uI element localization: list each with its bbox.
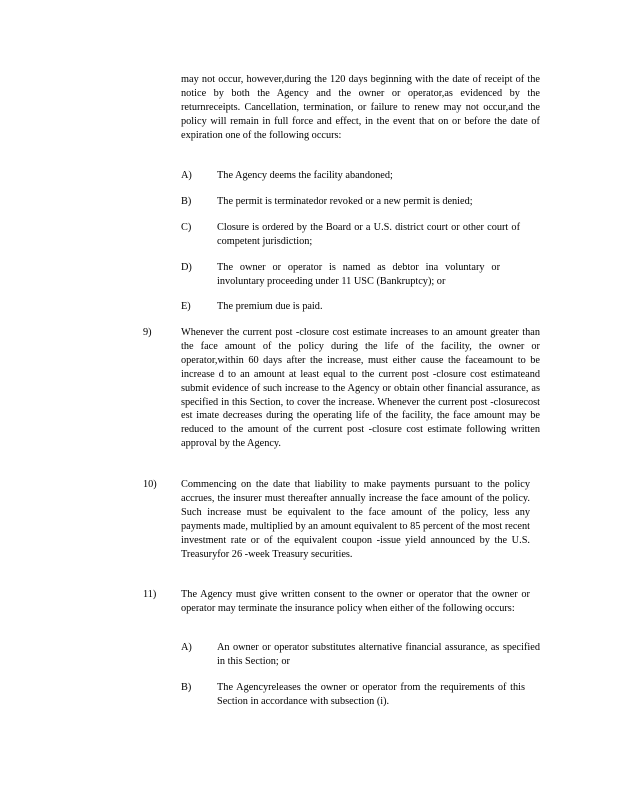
section-number: 11) xyxy=(143,589,157,600)
intro-paragraph: may not occur, however,during the 120 days beginning with the date of receipt of the notice by both the Agency and the owner or operator,as evidenced by the returnreceipts. Cancellation, termination, or failure to renew may not occur,and the policy will remain in full force and effect, in the event that on or before the date of expiration one of the following occurs: xyxy=(181,74,540,141)
section-paragraph: Commencing on the date that liability to make payments pursuant to the policy accrues, the insurer must thereafter annually increase the face amount of the policy. Such increase must be equivalent to the face amount of the policy, less any payments made, multiplied by an amount equivalent to 85 percent of the most recent investment rate or of the equivalent coupon -issue yield announced by the U.S. Treasuryfor 26 -week Treasury securities. xyxy=(181,479,530,560)
section-paragraph: The Agency must give written consent to the owner or operator that the owner or operator may terminate the insurance policy when either of the following occurs: xyxy=(181,589,530,614)
list-item-text: The owner or operator is named as debtor ina voluntary or involuntary proceeding under 11 USC (Bankruptcy); or xyxy=(217,262,500,287)
section-number: 10) xyxy=(143,479,157,490)
list-item-letter: C) xyxy=(181,222,192,233)
list-item-text: The Agency deems the facility abandoned; xyxy=(217,170,393,181)
list-item-text: The premium due is paid. xyxy=(217,301,323,312)
list-item-letter: E) xyxy=(181,301,191,312)
list-item-letter: B) xyxy=(181,682,192,693)
list-item-letter: B) xyxy=(181,196,192,207)
list-item-text: An owner or operator substitutes alternative financial assurance, as specified in this Section; or xyxy=(217,642,540,667)
section-paragraph: Whenever the current post -closure cost estimate increases to an amount greater than the face amount of the policy during the life of the facility, the owner or operator,within 60 days after the increase, must either cause the faceamount to be increase d to an amount at least equal to the current post -closure cost estimateand submit evidence of such increase to the Agency or obtain other financial assurance, as specified in this Section, to cover the increase. Whenever the current post -closurecost est imate decreases during the operating life of the facility, the face amount may be reduced to the amount of the current post -closure cost estimate following written approval by the Agency. xyxy=(181,327,540,450)
list-item-letter: D) xyxy=(181,262,192,273)
list-item-text: Closure is ordered by the Board or a U.S. district court or other court of competent jurisdiction; xyxy=(217,222,520,247)
list-item-letter: A) xyxy=(181,642,192,653)
list-item-text: The Agencyreleases the owner or operator from the requirements of this Section in accordance with subsection (i). xyxy=(217,682,525,707)
list-item-letter: A) xyxy=(181,170,192,181)
list-item-text: The permit is terminatedor revoked or a new permit is denied; xyxy=(217,196,473,207)
section-number: 9) xyxy=(143,327,152,338)
